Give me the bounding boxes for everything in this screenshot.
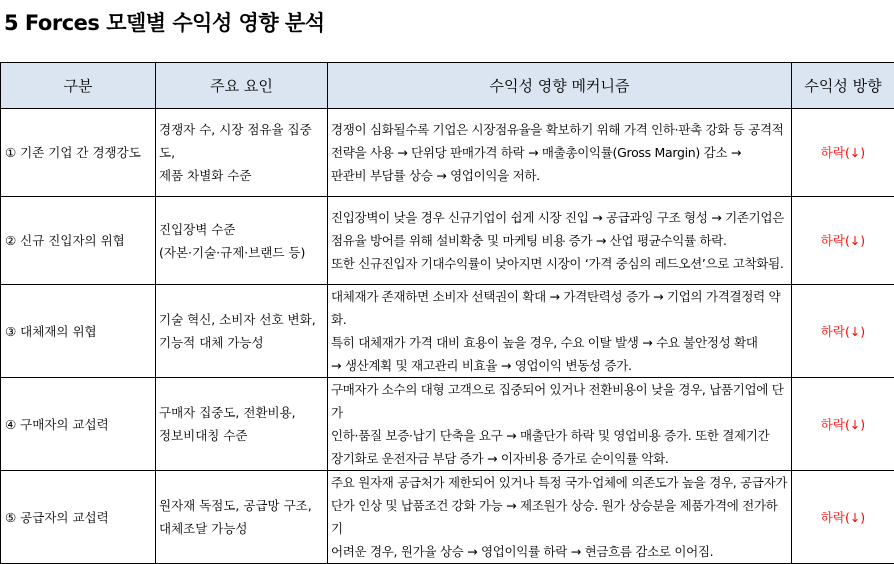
direction-cell: 하락(↓) xyxy=(792,197,894,285)
category-cell: ② 신규 진입자의 위협 xyxy=(1,197,156,285)
table-row xyxy=(1,197,894,285)
table-row xyxy=(1,378,894,471)
category-cell: ④ 구매자의 교섭력 xyxy=(1,378,156,471)
header-mechanism: 수익성 영향 메커니즘 xyxy=(328,63,792,109)
table-header-row xyxy=(1,63,894,109)
mechanism-cell: 구매자가 소수의 대형 고객으로 집중되어 있거나 전환비용이 낮을 경우, 납품기업에 단가 인하·품질 보증·납기 단축을 요구 → 매출단가 하락 및 영업비용 증가. 또한 결제기간 장기화로 운전자금 부담 증가 → 이자비용 증가로 순이익률 악화. xyxy=(328,378,792,471)
direction-cell: 하락(↓) xyxy=(792,109,894,197)
direction-cell: 하락(↓) xyxy=(792,471,894,564)
table-row xyxy=(1,471,894,564)
header-category: 구분 xyxy=(1,63,156,109)
mechanism-cell: 진입장벽이 낮을 경우 신규기업이 쉽게 시장 진입 → 공급과잉 구조 형성 → 기존기업은 점유율 방어를 위해 설비확충 및 마케팅 비용 증가 → 산업 평균수익률 하락. 또한 신규진입자 기대수익률이 낮아지면 시장이 ‘가격 중심의 레드오션’으로 고착화됨. xyxy=(328,197,792,285)
factors-cell: 구매자 집중도, 전환비용, 정보비대칭 수준 xyxy=(156,378,328,471)
category-cell: ⑤ 공급자의 교섭력 xyxy=(1,471,156,564)
factors-cell: 경쟁자 수, 시장 점유율 집중도, 제품 차별화 수준 xyxy=(156,109,328,197)
factors-cell: 기술 혁신, 소비자 선호 변화, 기능적 대체 가능성 xyxy=(156,285,328,378)
category-cell: ① 기존 기업 간 경쟁강도 xyxy=(1,109,156,197)
mechanism-cell: 대체재가 존재하면 소비자 선택권이 확대 → 가격탄력성 증가 → 기업의 가격결정력 약화. 특히 대체재가 가격 대비 효용이 높을 경우, 수요 이탈 발생 → 수요 불안정성 확대 → 생산계획 및 재고관리 비효율 → 영업이익 변동성 증가. xyxy=(328,285,792,378)
factors-cell: 원자재 독점도, 공급망 구조, 대체조달 가능성 xyxy=(156,471,328,564)
mechanism-cell: 경쟁이 심화될수록 기업은 시장점유율을 확보하기 위해 가격 인하·판촉 강화 등 공격적 전략을 사용 → 단위당 판매가격 하락 → 매출총이익률(Gross Margin) 감소 → 판관비 부담률 상승 → 영업이익을 저하. xyxy=(328,109,792,197)
page-title: 5 Forces 모델별 수익성 영향 분석 xyxy=(4,7,325,37)
direction-cell: 하락(↓) xyxy=(792,285,894,378)
mechanism-cell: 주요 원자재 공급처가 제한되어 있거나 특정 국가·업체에 의존도가 높을 경우, 공급자가 단가 인상 및 납품조건 강화 가능 → 제조원가 상승. 원가 상승분을 제품가격에 전가하기 어려운 경우, 원가율 상승 → 영업이익률 하락 → 현금흐름 감소로 이어짐. xyxy=(328,471,792,564)
category-cell: ③ 대체재의 위협 xyxy=(1,285,156,378)
table-row xyxy=(1,109,894,197)
direction-cell: 하락(↓) xyxy=(792,378,894,471)
five-forces-table xyxy=(0,62,894,564)
factors-cell: 진입장벽 수준 (자본·기술·규제·브랜드 등) xyxy=(156,197,328,285)
header-factors: 주요 요인 xyxy=(156,63,328,109)
table-row xyxy=(1,285,894,378)
header-direction: 수익성 방향 xyxy=(792,63,894,109)
